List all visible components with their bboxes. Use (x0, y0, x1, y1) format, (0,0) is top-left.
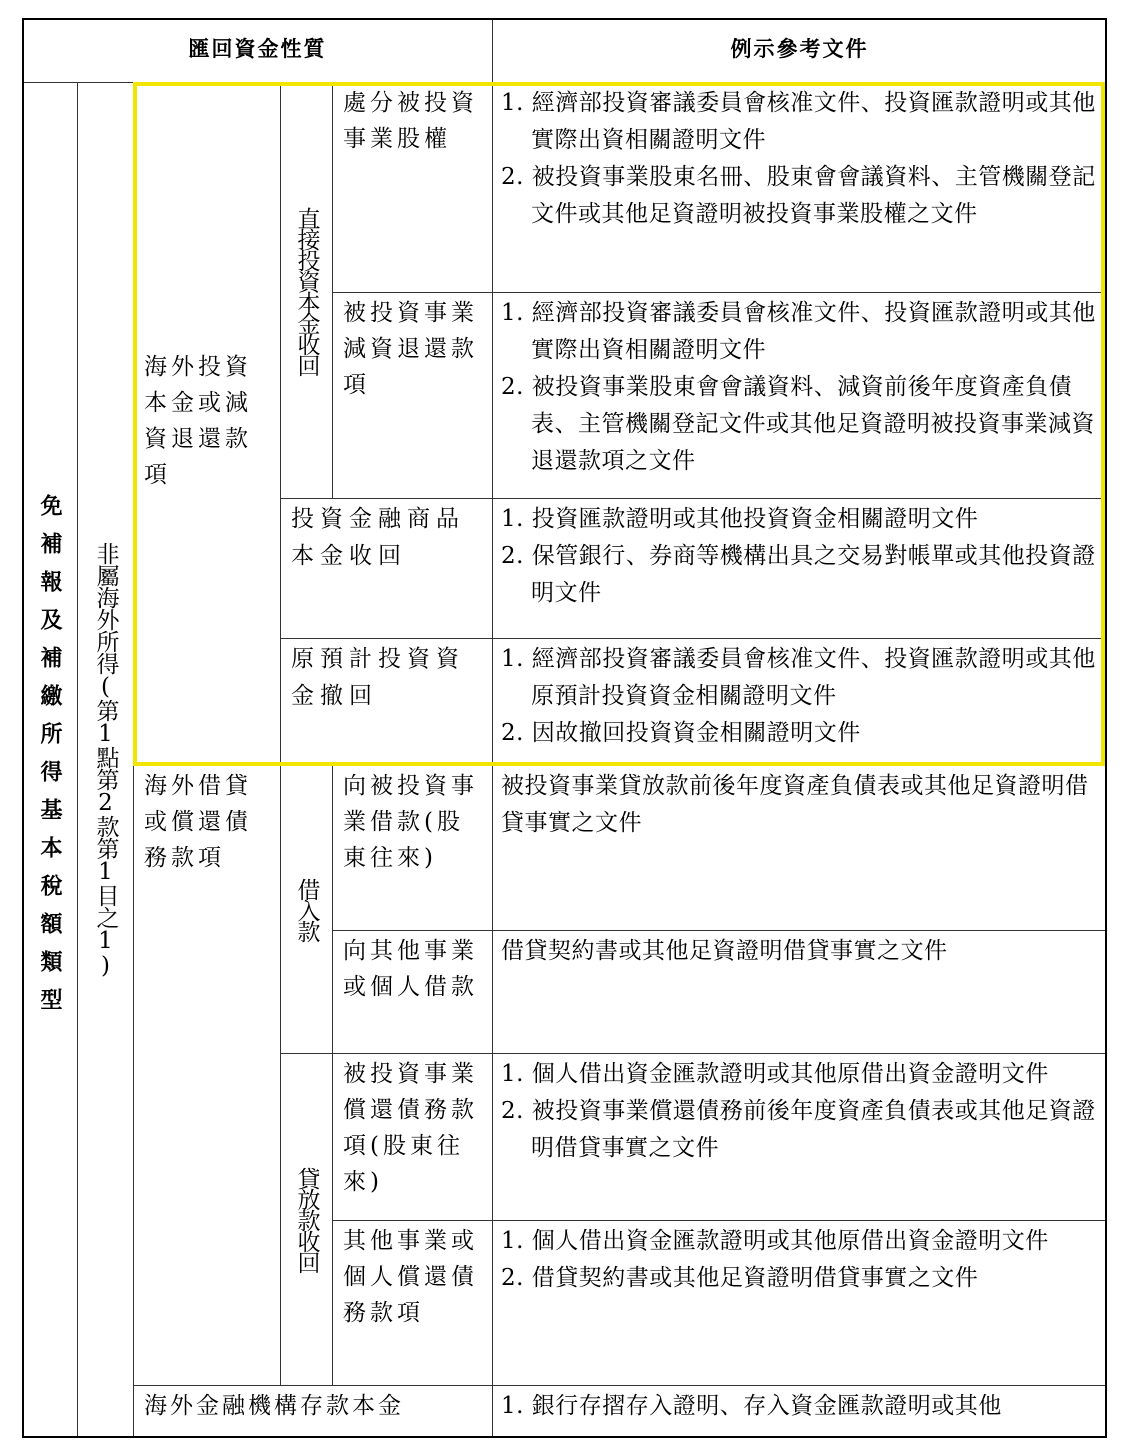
row-docs-8 (492, 1385, 1107, 1438)
row-docs-7 (492, 1220, 1107, 1386)
group-direct-investment: 直接投資本金收回 (280, 82, 333, 499)
row-item-4: 向被投資事業借款(股東往來) (332, 765, 493, 931)
row-docs-3 (492, 638, 1107, 766)
doc-item: 被投資事業貸放款前後年度資產負債表或其他足資證明借貸事實之文件 (501, 773, 1089, 836)
subcategory-cell: 非屬海外所得(第1點第2款第1目之1) (77, 82, 134, 1438)
header-docs: 例示參考文件 (492, 18, 1107, 83)
doc-item: 2. 被投資事業股東名冊、股東會會議資料、主管機關登記文件或其他足資證明被投資事業股權之文件 (501, 164, 1096, 227)
row-docs-2 (492, 498, 1107, 639)
category-cell: 免補報及補繳所得基本稅額類型 (22, 82, 78, 1438)
row-item-5: 向其他事業或個人借款 (332, 930, 493, 1054)
doc-item: 2. 被投資事業股東會會議資料、減資前後年度資產負債表、主管機關登記文件或其他足資證明被投資事業減資退還款項之文件 (501, 374, 1095, 474)
doc-item: 1. 銀行存摺存入證明、存入資金匯款證明或其他 (501, 1393, 1002, 1419)
doc-item: 1. 投資匯款證明或其他投資資金相關證明文件 (501, 506, 979, 532)
row-item-2: 投資金融商品本金收回 (280, 498, 493, 639)
row-docs-4 (492, 765, 1107, 931)
row-docs-6 (492, 1053, 1107, 1221)
row-item-6: 被投資事業償還債務款項(股東往來) (332, 1053, 493, 1221)
group-loan-recovery: 貸放款收回 (280, 1053, 333, 1386)
row-docs-1 (492, 292, 1107, 499)
doc-item: 2. 被投資事業償還債務前後年度資產負債表或其他足資證明借貸事實之文件 (501, 1098, 1096, 1161)
doc-item: 借貸契約書或其他足資證明借貸事實之文件 (501, 938, 948, 964)
group-overseas-investment: 海外投資本金或減資退還款項 (133, 82, 281, 766)
row-item-3: 原預計投資資金撤回 (280, 638, 493, 766)
header-nature: 匯回資金性質 (22, 18, 493, 83)
group-overseas-loan: 海外借貸或償還債務款項 (133, 765, 281, 1386)
doc-item: 2. 借貸契約書或其他足資證明借貸事實之文件 (501, 1265, 979, 1291)
doc-item: 1. 經濟部投資審議委員會核准文件、投資匯款證明或其他實際出資相關證明文件 (501, 90, 1096, 153)
doc-item: 1. 個人借出資金匯款證明或其他原借出資金證明文件 (501, 1228, 1049, 1254)
row-item-7: 其他事業或個人償還債務款項 (332, 1220, 493, 1386)
doc-item: 2. 保管銀行、券商等機構出具之交易對帳單或其他投資證明文件 (501, 543, 1096, 606)
doc-item: 1. 經濟部投資審議委員會核准文件、投資匯款證明或其他原預計投資資金相關證明文件 (501, 646, 1096, 709)
row-docs-5 (492, 930, 1107, 1054)
row-docs-0 (492, 82, 1107, 293)
row-item-1: 被投資事業減資退還款項 (332, 292, 493, 499)
row-item-0: 處分被投資事業股權 (332, 82, 493, 293)
doc-item: 2. 因故撤回投資資金相關證明文件 (501, 720, 861, 746)
doc-item: 1. 個人借出資金匯款證明或其他原借出資金證明文件 (501, 1061, 1049, 1087)
doc-item: 1. 經濟部投資審議委員會核准文件、投資匯款證明或其他實際出資相關證明文件 (501, 300, 1096, 363)
group-deposit: 海外金融機構存款本金 (133, 1385, 493, 1438)
group-borrowing: 借入款 (280, 765, 333, 1054)
